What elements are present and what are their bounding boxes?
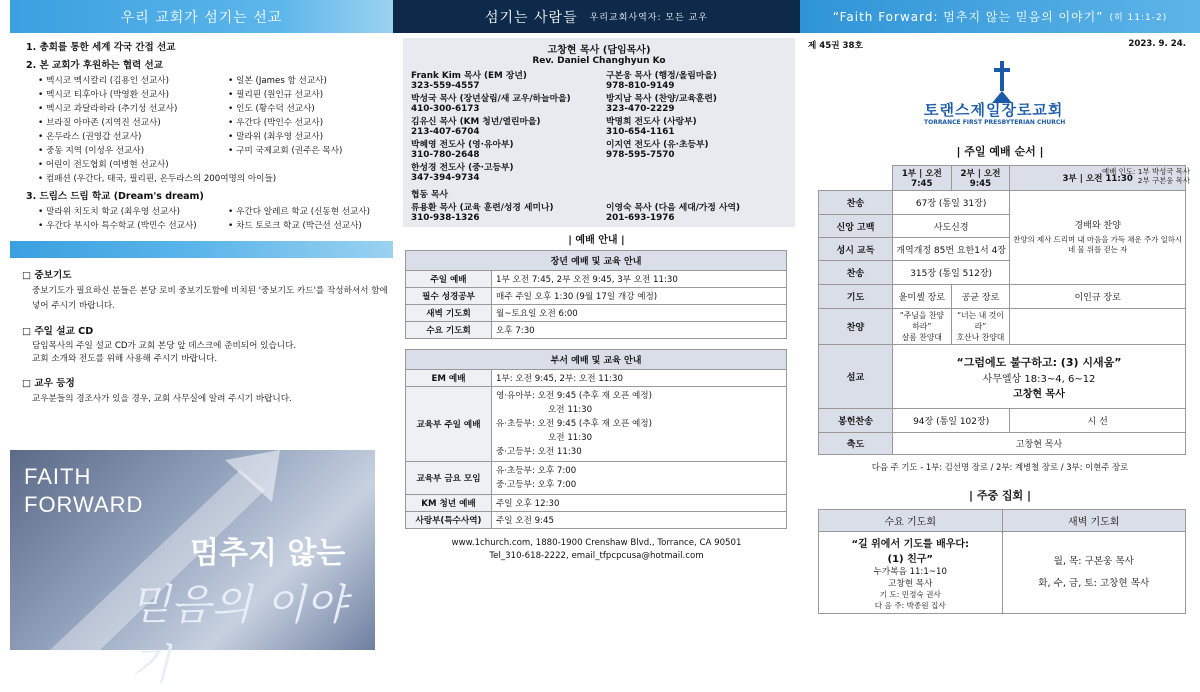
staff-name: 박혜영 전도사 (영·유아부) bbox=[411, 140, 514, 150]
coop-name: 류용환 목사 (교육 훈련/성경 세미나) bbox=[411, 203, 554, 213]
dream-school-item: • 말라위 치도치 학교 (최우영 선교사) bbox=[38, 205, 228, 217]
row-label: EM 예배 bbox=[406, 370, 492, 387]
row-value: 주일 오전 9:45 bbox=[492, 512, 787, 529]
table-row bbox=[406, 271, 787, 288]
issue-row bbox=[800, 33, 1200, 51]
staff-phone: 323-559-4557 bbox=[411, 81, 480, 91]
table-row bbox=[819, 433, 1186, 455]
praise-cell bbox=[1010, 191, 1186, 285]
banner-title-line2: FORWARD bbox=[24, 492, 144, 517]
choir-song: “너는 내 것이라” bbox=[957, 311, 1004, 331]
sermon-preacher: 고창현 목사 bbox=[1013, 388, 1065, 400]
row-label: 기도 bbox=[819, 285, 893, 309]
row-label: 봉헌찬송 bbox=[819, 409, 893, 433]
missions-column bbox=[0, 0, 393, 689]
row-label: 주일 예배 bbox=[406, 271, 492, 288]
staff-phone: 213-407-6704 bbox=[411, 127, 480, 137]
coop-phone: 201-693-1976 bbox=[606, 213, 675, 223]
service-1-header: 1부 | 오전 7:45 bbox=[893, 166, 952, 191]
row-label: 교육부 금요 모임 bbox=[406, 462, 492, 495]
staff-name: 한성경 전도사 (중·고등부) bbox=[411, 163, 514, 173]
missions-header-text: 우리 교회가 섬기는 선교 bbox=[120, 9, 283, 26]
staff-name: 박명희 전도사 (사랑부) bbox=[606, 117, 697, 127]
faith-forward-banner bbox=[10, 450, 375, 689]
notice-body: 담임목사의 주일 설교 CD가 교회 본당 앞 데스크에 준비되어 있습니다. bbox=[32, 341, 297, 351]
weekday-table bbox=[818, 509, 1186, 614]
mission-item: • 일본 (James 함 선교사) bbox=[228, 74, 398, 86]
table-row bbox=[819, 409, 1186, 433]
fri-line: 유·초등부: 오후 7:00 bbox=[496, 466, 577, 476]
staff-name: 방지남 목사 (찬양/교육훈련) bbox=[606, 94, 717, 104]
dream-school-list bbox=[38, 205, 393, 231]
notice-body: 교우분들의 경조사가 있을 경우, 교회 사무실에 알려 주시기 바랍니다. bbox=[32, 394, 292, 404]
row-value: 월~토요일 오전 6:00 bbox=[492, 305, 787, 322]
mission-item: • 온두라스 (권영갑 선교사) bbox=[38, 130, 228, 142]
table-header: 부서 예배 및 교육 안내 bbox=[406, 350, 787, 370]
staff-phone: 310-654-1161 bbox=[606, 127, 675, 137]
notice-title: □ 중보기도 bbox=[22, 270, 72, 281]
row-label: 필수 성경공부 bbox=[406, 288, 492, 305]
senior-pastor-en: Rev. Daniel Changhyun Ko bbox=[532, 56, 666, 66]
row-value bbox=[492, 462, 787, 495]
banner-korean-line2: 믿음의 이야기 bbox=[130, 580, 347, 689]
table-row bbox=[406, 495, 787, 512]
service-3-header: 3부 | 오전 11:30 bbox=[1010, 166, 1186, 191]
theme-header bbox=[800, 0, 1200, 33]
row-label: 축도 bbox=[819, 433, 893, 455]
staff-name: 이지연 전도사 (유·초등부) bbox=[606, 140, 709, 150]
weekday-title: | 주중 집회 | bbox=[968, 489, 1032, 502]
table-row bbox=[406, 462, 787, 495]
church-logo bbox=[924, 61, 1078, 141]
staff-name: 박성국 목사 (장년살림/새 교우/하늘마을) bbox=[411, 94, 571, 104]
notice-title: □ 주일 설교 CD bbox=[22, 326, 94, 337]
row-label: KM 청년 예배 bbox=[406, 495, 492, 512]
bulletin-column bbox=[800, 0, 1200, 676]
footer bbox=[393, 537, 800, 563]
choir-song: “주님을 찬양하라” bbox=[899, 311, 944, 331]
department-worship-table bbox=[405, 349, 787, 529]
edu-line: 오전 11:30 bbox=[548, 433, 593, 443]
row-value: 1부: 오전 9:45, 2부: 오전 11:30 bbox=[492, 370, 787, 387]
row-value: 고창현 목사 bbox=[893, 433, 1186, 455]
row-label: 찬양 bbox=[819, 309, 893, 345]
table-row bbox=[819, 532, 1186, 614]
prayer-3: 이인규 장로 bbox=[1010, 285, 1186, 309]
mission-section-1: 1. 총회를 통한 세계 각국 간접 선교 bbox=[26, 42, 176, 53]
mission-item: • 멕시코 과달라하라 (추기성 선교사) bbox=[38, 102, 228, 114]
dream-school-item: • 우간다 알레르 학교 (신동현 선교사) bbox=[228, 205, 398, 217]
table-row bbox=[406, 305, 787, 322]
edu-line: 영·유아부: 오전 9:45 (추후 재 오픈 예정) bbox=[496, 391, 652, 401]
mission-item: • 멕시코 티후아나 (박영환 선교사) bbox=[38, 88, 228, 100]
notice-title: □ 교우 등정 bbox=[22, 378, 75, 389]
theme-header-ref: (히 11:1-2) bbox=[1109, 13, 1168, 23]
staff-phone: 323-470-2229 bbox=[606, 104, 675, 114]
row-value: 시 선 bbox=[1010, 409, 1186, 433]
row-label: 신앙 고백 bbox=[819, 215, 893, 238]
row-value bbox=[492, 387, 787, 462]
row-label: 사랑부(특수사역) bbox=[406, 512, 492, 529]
row-label: 찬송 bbox=[819, 261, 893, 285]
choir-1 bbox=[893, 309, 952, 345]
row-value: 315장 (통일 512장) bbox=[893, 261, 1010, 285]
row-value: 67장 (통일 31장) bbox=[893, 191, 1010, 215]
order-title: | 주일 예배 순서 | bbox=[956, 145, 1044, 158]
divider-bar bbox=[10, 241, 393, 258]
mission-item: • 중동 지역 (이성우 선교사) bbox=[38, 144, 228, 156]
logo-english: TORRANCE FIRST PRESBYTERIAN CHURCH bbox=[924, 119, 1066, 126]
row-value: 매주 주일 오후 1:30 (9월 17일 개강 예정) bbox=[492, 288, 787, 305]
row-value: 94장 (통일 102장) bbox=[893, 409, 1010, 433]
dawn-line: 화, 수, 금, 토: 고창현 목사 bbox=[1038, 577, 1150, 589]
staff-header-text: 섬기는 사람들 bbox=[485, 9, 578, 26]
mission-section-2: 2. 본 교회가 후원하는 협력 선교 bbox=[26, 60, 163, 71]
notice-body: 중보기도가 필요하신 분들은 본당 로비 중보기도함에 비치된 '중보기도 카드'를 작성하셔서 함에 넣어 주시기 바랍니다. bbox=[32, 286, 388, 311]
table-row bbox=[819, 309, 1186, 345]
edu-line: 중·고등부: 오전 11:30 bbox=[496, 447, 582, 457]
row-value: 개역개정 85번 요한1서 4장 bbox=[893, 238, 1010, 261]
wed-next: 다 음 주: 박종원 집사 bbox=[874, 600, 946, 610]
staff-name: Frank Kim 목사 (EM 장년) bbox=[411, 71, 527, 81]
staff-header-sub: 우리교회사역자: 모든 교우 bbox=[589, 13, 708, 23]
staff-phone: 978-810-9149 bbox=[606, 81, 675, 91]
prayer-1: 윤미셸 장로 bbox=[893, 285, 952, 309]
theme-header-text: “Faith Forward: 멈추지 않는 믿음의 이야기” bbox=[832, 10, 1104, 24]
wed-preacher: 고창현 목사 bbox=[888, 578, 933, 589]
issue-number: 제 45권 38호 bbox=[808, 41, 863, 51]
edu-line: 유·초등부: 오전 9:45 (추후 재 오픈 예정) bbox=[496, 419, 652, 429]
worship-leaders bbox=[1102, 167, 1190, 185]
fri-line: 중·고등부: 오후 7:00 bbox=[496, 480, 577, 490]
dream-school-item: • 우간다 부시아 특수학교 (박민수 선교사) bbox=[38, 219, 228, 231]
prayer-2: 공균 장로 bbox=[951, 285, 1010, 309]
mission-item: • 인도 (황수덕 선교사) bbox=[228, 102, 398, 114]
mission-section-3: 3. 드림스 드림 학교 (Dream's dream) bbox=[26, 191, 204, 202]
row-label: 설교 bbox=[819, 345, 893, 409]
service-2-header: 2부 | 오전 9:45 bbox=[951, 166, 1010, 191]
table-header: 장년 예배 및 교육 안내 bbox=[406, 251, 787, 271]
dawn-header: 새벽 기도회 bbox=[1002, 510, 1186, 532]
sermon-cell bbox=[893, 345, 1186, 409]
mission-item: • 말라위 (최우영 선교사) bbox=[228, 130, 398, 142]
table-row bbox=[819, 345, 1186, 409]
worship-order-table bbox=[818, 165, 1186, 455]
mission-item: • 구미 국제교회 (권주은 목사) bbox=[228, 144, 398, 156]
table-row bbox=[819, 191, 1186, 215]
sermon-title: “그럼에도 불구하고: (3) 시새움” bbox=[956, 355, 1122, 369]
praise-title: 경배와 찬양 bbox=[1074, 220, 1121, 231]
wednesday-header: 수요 기도회 bbox=[819, 510, 1003, 532]
adult-worship-table bbox=[405, 250, 787, 339]
worship-guide-title: | 예배 안내 | bbox=[568, 235, 625, 246]
footer-contact: Tel_310-618-2222, email_tfpcpcusa@hotmail.com bbox=[489, 551, 704, 561]
wed-title: (1) 친구” bbox=[887, 553, 933, 565]
row-value: 사도신경 bbox=[893, 215, 1010, 238]
staff-name: 구본웅 목사 (행정/올림마을) bbox=[606, 71, 717, 81]
missions-header bbox=[10, 0, 393, 33]
mission-item: • 우간다 (박인수 선교사) bbox=[228, 116, 398, 128]
edu-line: 오전 11:30 bbox=[548, 405, 593, 415]
row-label: 찬송 bbox=[819, 191, 893, 215]
choir-name: 호산나 찬양대 bbox=[956, 333, 1005, 342]
staff-phone: 347-394-9734 bbox=[411, 173, 480, 183]
table-row bbox=[819, 285, 1186, 309]
staff-phone: 410-300-6173 bbox=[411, 104, 480, 114]
table-row bbox=[406, 512, 787, 529]
table-row bbox=[406, 370, 787, 387]
mission-item: • 브라질 아마존 (지역진 선교사) bbox=[38, 116, 228, 128]
staff-phone: 978-595-7570 bbox=[606, 150, 675, 160]
row-value: 오후 7:30 bbox=[492, 322, 787, 339]
issue-date: 2023. 9. 24. bbox=[1128, 39, 1186, 49]
choir-2 bbox=[951, 309, 1010, 345]
leader-line: 예배 인도: 1부 박성국 목사 bbox=[1102, 167, 1190, 176]
row-label: 수요 기도회 bbox=[406, 322, 492, 339]
coop-title: 협동 목사 bbox=[411, 190, 449, 200]
footer-address: www.1church.com, 1880-1900 Crenshaw Blvd., Torrance, CA 90501 bbox=[451, 538, 742, 548]
staff-name: 김유신 목사 (KM 청년/열린마을) bbox=[411, 117, 541, 127]
mission-item: • 필리핀 (원인규 선교사) bbox=[228, 88, 398, 100]
banner-korean-line1: 멈추지 않는 bbox=[190, 536, 346, 571]
staff-header bbox=[393, 0, 800, 33]
notice-body: 교회 소개와 전도를 위해 사용해 주시기 바랍니다. bbox=[32, 354, 218, 364]
praise-body: 찬양의 제사 드리며 내 마음을 가득 채운 주가 일하시네 물 위를 걷는 자 bbox=[1013, 234, 1183, 254]
coop-name: 이영숙 목사 (다음 세대/가정 사역) bbox=[606, 203, 740, 213]
choir-name: 살롬 찬양대 bbox=[901, 333, 942, 342]
dawn-cell bbox=[1002, 532, 1186, 614]
next-week-prayer: 다음 주 기도 - 1부: 김선명 장로 / 2부: 계병철 장로 / 3부: 이현주 장로 bbox=[871, 462, 1129, 472]
staff-column bbox=[393, 0, 800, 676]
banner-title-line1: FAITH bbox=[24, 464, 92, 489]
logo-korean: 토랜스제일장로교회 bbox=[924, 101, 1064, 119]
leader-line: 2부 구본웅 목사 bbox=[1137, 176, 1190, 185]
staff-phone: 310-780-2648 bbox=[411, 150, 480, 160]
row-value: 주일 오후 12:30 bbox=[492, 495, 787, 512]
row-value: 1부 오전 7:45, 2부 오전 9:45, 3부 오전 11:30 bbox=[492, 271, 787, 288]
row-label: 성시 교독 bbox=[819, 238, 893, 261]
row-label: 새벽 기도회 bbox=[406, 305, 492, 322]
coop-phone: 310-938-1326 bbox=[411, 213, 480, 223]
wed-passage: 누가복음 11:1~10 bbox=[873, 566, 947, 577]
wed-title: “길 위에서 기도를 배우다: bbox=[851, 538, 970, 550]
senior-pastor: 고창현 목사 (담임목사) bbox=[547, 45, 651, 56]
mission-list bbox=[38, 74, 393, 156]
sermon-passage: 사무엘상 18:3~4, 6~12 bbox=[982, 373, 1096, 385]
dream-school-item: • 차드 토로크 학교 (박근선 선교사) bbox=[228, 219, 398, 231]
coop-grid bbox=[411, 200, 787, 223]
staff-box bbox=[403, 38, 795, 227]
dawn-line: 월, 목: 구본웅 목사 bbox=[1053, 555, 1134, 567]
mission-item: • 컴패션 (우간다, 태국, 필리핀, 온두라스의 200여명의 아이들) bbox=[38, 172, 393, 184]
mission-item: • 멕시코 멕시칼리 (김용인 선교사) bbox=[38, 74, 228, 86]
staff-grid bbox=[411, 68, 787, 183]
row-label: 교육부 주일 예배 bbox=[406, 387, 492, 462]
mission-item: • 어린이 전도협회 (여병현 선교사) bbox=[38, 158, 393, 170]
wed-prayer: 기 도: 민정숙 권사 bbox=[879, 589, 941, 599]
table-row bbox=[406, 288, 787, 305]
table-row bbox=[406, 322, 787, 339]
table-row bbox=[406, 387, 787, 462]
wednesday-cell bbox=[819, 532, 1003, 614]
